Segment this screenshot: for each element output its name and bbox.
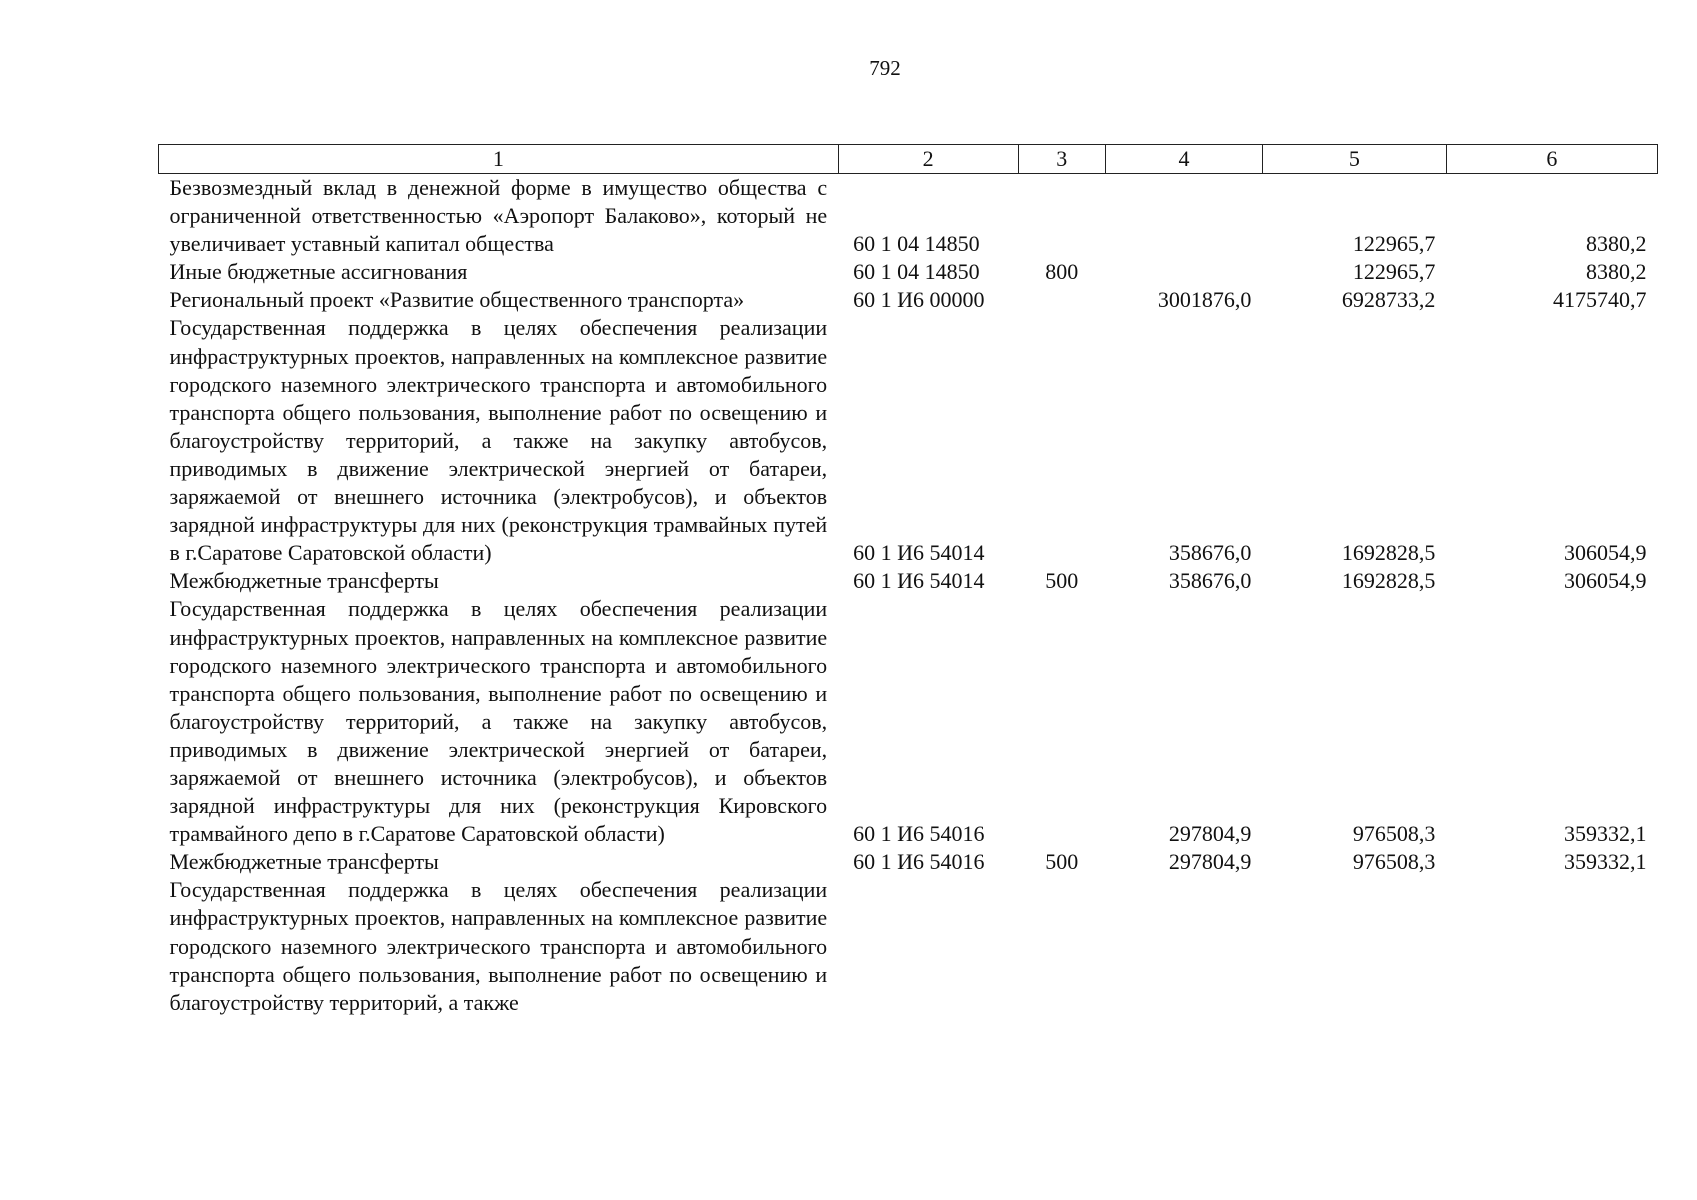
row-target-code: 60 1 И6 00000	[853, 287, 985, 313]
table-row	[159, 876, 1658, 1016]
row-description: Безвозмездный вклад в денежной форме в имущество общества с ограниченной ответственностью «Аэропорт Балаково», который не увеличивает уставный капитал общества	[169, 175, 828, 257]
row-value-6: 306054,9	[1564, 540, 1647, 566]
row-value-6: 8380,2	[1586, 259, 1647, 285]
row-value-6: 359332,1	[1564, 821, 1647, 847]
row-value-4: 358676,0	[1168, 540, 1252, 566]
column-header-4: 4	[1106, 145, 1263, 174]
row-target-code: 60 1 04 14850	[853, 231, 980, 257]
row-target-code: 60 1 И6 54014	[853, 568, 985, 594]
row-value-4	[1106, 174, 1263, 259]
row-expense-type	[1018, 876, 1105, 1016]
row-value-5: 976508,3	[1352, 821, 1436, 847]
table-header-row	[159, 145, 1658, 174]
row-expense-type	[1018, 286, 1105, 314]
row-target-code	[838, 876, 1018, 1016]
row-description: Региональный проект «Развитие общественного транспорта»	[169, 287, 745, 313]
row-expense-type: 800	[1045, 259, 1079, 285]
row-value-5: 1692828,5	[1341, 540, 1436, 566]
table-row	[159, 848, 1658, 876]
row-value-5: 1692828,5	[1341, 568, 1436, 594]
row-value-6: 4175740,7	[1553, 287, 1647, 313]
table-row	[159, 286, 1658, 314]
row-description: Государственная поддержка в целях обеспечения реализации инфраструктурных проектов, направленных на комплексное развитие городского наземного электрического транспорта и автомобильного транспорта общего пользования, выполнение работ по освещению и благоустройству территорий, а также на закупку автобусов, приводимых в движение электрической энергией от батареи, заряжаемой от внешнего источника (электробусов), и объектов зарядной инфраструктуры для них (реконструкция Кировского трамвайного депо в г.Саратове Саратовской области)	[169, 596, 828, 847]
row-value-5	[1262, 876, 1446, 1016]
row-value-5: 122965,7	[1352, 259, 1436, 285]
table-row	[159, 314, 1658, 567]
row-expense-type	[1018, 595, 1105, 848]
table-row	[159, 258, 1658, 286]
row-target-code: 60 1 04 14850	[853, 259, 980, 285]
row-value-4: 297804,9	[1168, 849, 1252, 875]
row-value-6: 359332,1	[1564, 849, 1647, 875]
column-header-2: 2	[838, 145, 1018, 174]
row-expense-type	[1018, 314, 1105, 567]
column-header-3: 3	[1018, 145, 1105, 174]
row-value-5: 976508,3	[1352, 849, 1436, 875]
row-description: Межбюджетные трансферты	[169, 568, 439, 594]
budget-table	[158, 144, 1658, 1017]
table-row	[159, 567, 1658, 595]
row-expense-type: 500	[1045, 568, 1079, 594]
column-header-5: 5	[1262, 145, 1446, 174]
row-target-code: 60 1 И6 54016	[853, 821, 985, 847]
column-header-1: 1	[159, 145, 839, 174]
row-expense-type	[1018, 174, 1105, 259]
row-description: Государственная поддержка в целях обеспечения реализации инфраструктурных проектов, направленных на комплексное развитие городского наземного электрического транспорта и автомобильного транспорта общего пользования, выполнение работ по освещению и благоустройству территорий, а также	[169, 877, 828, 1015]
row-value-4	[1106, 258, 1263, 286]
row-value-6	[1446, 876, 1657, 1016]
row-target-code: 60 1 И6 54014	[853, 540, 985, 566]
row-value-5: 6928733,2	[1341, 287, 1436, 313]
row-description: Иные бюджетные ассигнования	[169, 259, 468, 285]
row-value-6: 8380,2	[1586, 231, 1647, 257]
row-target-code: 60 1 И6 54016	[853, 849, 985, 875]
table-row	[159, 174, 1658, 259]
row-value-4: 358676,0	[1168, 568, 1252, 594]
row-description: Государственная поддержка в целях обеспечения реализации инфраструктурных проектов, направленных на комплексное развитие городского наземного электрического транспорта и автомобильного транспорта общего пользования, выполнение работ по освещению и благоустройству территорий, а также на закупку автобусов, приводимых в движение электрической энергией от батареи, заряжаемой от внешнего источника (электробусов), и объектов зарядной инфраструктуры для них (реконструкция трамвайных путей в г.Саратове Саратовской области)	[169, 315, 828, 566]
row-description: Межбюджетные трансферты	[169, 849, 439, 875]
page-number: 792	[869, 56, 901, 80]
row-value-6: 306054,9	[1564, 568, 1647, 594]
row-value-4: 3001876,0	[1157, 287, 1252, 313]
column-header-6: 6	[1446, 145, 1657, 174]
row-value-4	[1106, 876, 1263, 1016]
table-row	[159, 595, 1658, 848]
row-value-5: 122965,7	[1352, 231, 1436, 257]
row-expense-type: 500	[1045, 849, 1079, 875]
row-value-4: 297804,9	[1168, 821, 1252, 847]
